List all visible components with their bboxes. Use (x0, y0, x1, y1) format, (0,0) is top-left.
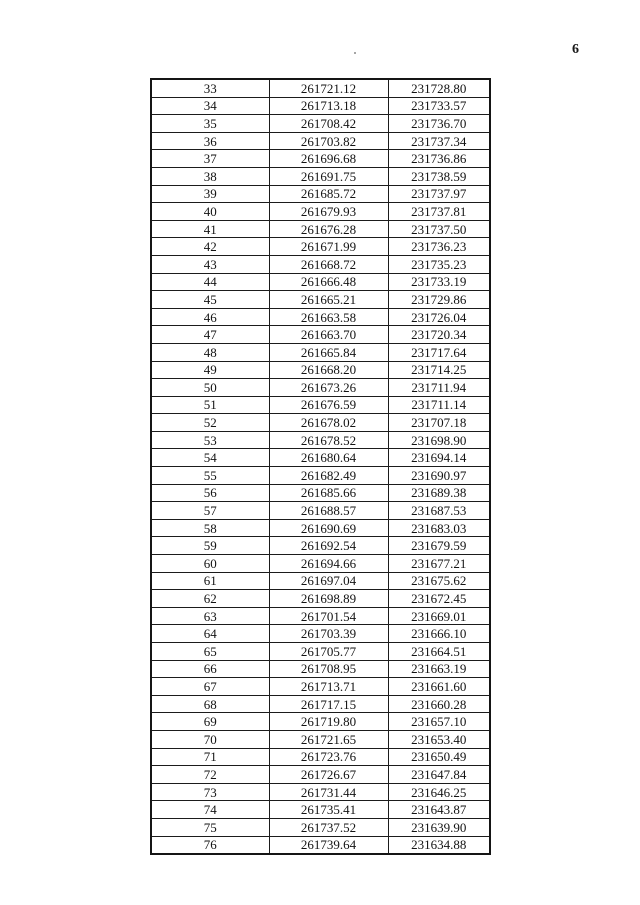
table-cell-v1: 261713.18 (269, 97, 388, 115)
table-cell-v1: 261668.20 (269, 361, 388, 379)
table-cell-v1: 261680.64 (269, 449, 388, 467)
table-cell-v1: 261663.70 (269, 326, 388, 344)
table-cell-v2: 231736.86 (388, 150, 490, 168)
table-cell-no: 66 (151, 660, 269, 678)
table-cell-v1: 261685.72 (269, 185, 388, 203)
table-cell-v1: 261719.80 (269, 713, 388, 731)
table-cell-v2: 231661.60 (388, 678, 490, 696)
table-cell-v1: 261717.15 (269, 695, 388, 713)
table-cell-v1: 261685.66 (269, 484, 388, 502)
table-cell-v2: 231728.80 (388, 79, 490, 97)
table-row (151, 326, 490, 344)
table-cell-v1: 261688.57 (269, 502, 388, 520)
table-cell-no: 45 (151, 291, 269, 309)
table-cell-v2: 231669.01 (388, 607, 490, 625)
table-cell-v2: 231634.88 (388, 836, 490, 854)
table-cell-no: 38 (151, 167, 269, 185)
table-cell-v1: 261697.04 (269, 572, 388, 590)
table-cell-v2: 231714.25 (388, 361, 490, 379)
table-cell-v1: 261678.52 (269, 431, 388, 449)
table-cell-no: 59 (151, 537, 269, 555)
table-cell-v2: 231737.97 (388, 185, 490, 203)
table-row (151, 537, 490, 555)
table-cell-no: 42 (151, 238, 269, 256)
table-cell-v2: 231726.04 (388, 308, 490, 326)
table-cell-v2: 231677.21 (388, 555, 490, 573)
table-cell-no: 57 (151, 502, 269, 520)
table-cell-no: 68 (151, 695, 269, 713)
table-cell-v1: 261679.93 (269, 203, 388, 221)
table-cell-no: 35 (151, 115, 269, 133)
page-number: 6 (572, 42, 579, 57)
table-cell-v1: 261721.12 (269, 79, 388, 97)
table-cell-v2: 231639.90 (388, 818, 490, 836)
table-cell-v2: 231711.14 (388, 396, 490, 414)
table-cell-no: 67 (151, 678, 269, 696)
table-row (151, 220, 490, 238)
table-cell-v2: 231647.84 (388, 766, 490, 784)
table-cell-v1: 261696.68 (269, 150, 388, 168)
table-cell-no: 48 (151, 343, 269, 361)
table-row (151, 238, 490, 256)
table-cell-no: 74 (151, 801, 269, 819)
table-cell-v1: 261723.76 (269, 748, 388, 766)
table-row (151, 115, 490, 133)
table-cell-no: 73 (151, 783, 269, 801)
table-cell-no: 49 (151, 361, 269, 379)
table-cell-no: 62 (151, 590, 269, 608)
table-row (151, 607, 490, 625)
table-cell-v1: 261703.82 (269, 132, 388, 150)
table-cell-no: 53 (151, 431, 269, 449)
table-cell-no: 44 (151, 273, 269, 291)
table-cell-v1: 261676.59 (269, 396, 388, 414)
table-cell-v2: 231663.19 (388, 660, 490, 678)
table-cell-v2: 231735.23 (388, 255, 490, 273)
table-row (151, 484, 490, 502)
table-cell-no: 37 (151, 150, 269, 168)
table-cell-no: 75 (151, 818, 269, 836)
table-row (151, 132, 490, 150)
table-row (151, 678, 490, 696)
table-row (151, 572, 490, 590)
table-cell-v1: 261665.84 (269, 343, 388, 361)
table-cell-v2: 231738.59 (388, 167, 490, 185)
table-row (151, 150, 490, 168)
table-row (151, 273, 490, 291)
table-cell-v2: 231687.53 (388, 502, 490, 520)
table-cell-v2: 231675.62 (388, 572, 490, 590)
table-cell-v1: 261705.77 (269, 643, 388, 661)
table-row (151, 748, 490, 766)
table-row (151, 801, 490, 819)
table-row (151, 431, 490, 449)
table-cell-v2: 231672.45 (388, 590, 490, 608)
table-cell-no: 43 (151, 255, 269, 273)
table-row (151, 79, 490, 97)
table-cell-no: 76 (151, 836, 269, 854)
table-row (151, 308, 490, 326)
table-cell-v2: 231720.34 (388, 326, 490, 344)
table-cell-no: 52 (151, 414, 269, 432)
table-row (151, 414, 490, 432)
table-cell-v1: 261701.54 (269, 607, 388, 625)
table-cell-v1: 261708.95 (269, 660, 388, 678)
table-cell-v1: 261671.99 (269, 238, 388, 256)
table-cell-v1: 261663.58 (269, 308, 388, 326)
table-cell-v2: 231729.86 (388, 291, 490, 309)
table-cell-no: 39 (151, 185, 269, 203)
table-cell-v2: 231650.49 (388, 748, 490, 766)
table-cell-v2: 231679.59 (388, 537, 490, 555)
table-row (151, 766, 490, 784)
table-cell-no: 46 (151, 308, 269, 326)
table-cell-v1: 261682.49 (269, 467, 388, 485)
table-row (151, 97, 490, 115)
table-row (151, 519, 490, 537)
table-cell-no: 69 (151, 713, 269, 731)
table-row (151, 660, 490, 678)
table-cell-v1: 261665.21 (269, 291, 388, 309)
table-row (151, 713, 490, 731)
table-cell-no: 60 (151, 555, 269, 573)
table-row (151, 555, 490, 573)
table-cell-no: 65 (151, 643, 269, 661)
table-body (151, 79, 490, 854)
table-row (151, 695, 490, 713)
table-row (151, 185, 490, 203)
table-row (151, 643, 490, 661)
table-cell-v2: 231666.10 (388, 625, 490, 643)
table-cell-v2: 231733.19 (388, 273, 490, 291)
table-row (151, 449, 490, 467)
table-cell-v1: 261739.64 (269, 836, 388, 854)
table-cell-no: 70 (151, 730, 269, 748)
table-cell-v1: 261713.71 (269, 678, 388, 696)
table-cell-no: 41 (151, 220, 269, 238)
table-cell-v2: 231737.34 (388, 132, 490, 150)
table-cell-v1: 261694.66 (269, 555, 388, 573)
table-cell-no: 55 (151, 467, 269, 485)
table-cell-v2: 231737.81 (388, 203, 490, 221)
table-cell-no: 51 (151, 396, 269, 414)
scan-artifact-dot (354, 52, 356, 54)
table-cell-v1: 261698.89 (269, 590, 388, 608)
table-cell-v1: 261690.69 (269, 519, 388, 537)
table-row (151, 836, 490, 854)
table-cell-v1: 261678.02 (269, 414, 388, 432)
table-cell-v1: 261666.48 (269, 273, 388, 291)
table-cell-no: 64 (151, 625, 269, 643)
table-cell-no: 58 (151, 519, 269, 537)
table-row (151, 818, 490, 836)
table-row (151, 590, 490, 608)
table-cell-v2: 231698.90 (388, 431, 490, 449)
table-cell-no: 54 (151, 449, 269, 467)
table-cell-v1: 261735.41 (269, 801, 388, 819)
table-cell-no: 56 (151, 484, 269, 502)
table-cell-v2: 231664.51 (388, 643, 490, 661)
table-cell-v2: 231653.40 (388, 730, 490, 748)
table-cell-v2: 231689.38 (388, 484, 490, 502)
table-cell-v2: 231643.87 (388, 801, 490, 819)
table-row (151, 203, 490, 221)
table-cell-no: 34 (151, 97, 269, 115)
table-cell-v1: 261721.65 (269, 730, 388, 748)
table-cell-v1: 261737.52 (269, 818, 388, 836)
table-row (151, 396, 490, 414)
table-cell-v2: 231736.70 (388, 115, 490, 133)
table-cell-v1: 261676.28 (269, 220, 388, 238)
table-cell-v1: 261668.72 (269, 255, 388, 273)
table-cell-no: 47 (151, 326, 269, 344)
table-cell-v1: 261673.26 (269, 379, 388, 397)
table-row (151, 467, 490, 485)
table-cell-v1: 261726.67 (269, 766, 388, 784)
table-row (151, 502, 490, 520)
table-cell-no: 50 (151, 379, 269, 397)
table-row (151, 291, 490, 309)
table-cell-v1: 261692.54 (269, 537, 388, 555)
table-row (151, 625, 490, 643)
table-row (151, 730, 490, 748)
table-cell-v2: 231646.25 (388, 783, 490, 801)
table-row (151, 167, 490, 185)
table-cell-v1: 261703.39 (269, 625, 388, 643)
table-cell-v2: 231733.57 (388, 97, 490, 115)
table-cell-v2: 231736.23 (388, 238, 490, 256)
table-row (151, 783, 490, 801)
table-cell-v2: 231737.50 (388, 220, 490, 238)
table-row (151, 361, 490, 379)
table-row (151, 343, 490, 361)
table-cell-no: 72 (151, 766, 269, 784)
table-cell-v2: 231711.94 (388, 379, 490, 397)
table-cell-v2: 231657.10 (388, 713, 490, 731)
coordinate-table (150, 78, 491, 855)
table-cell-no: 40 (151, 203, 269, 221)
table-cell-no: 71 (151, 748, 269, 766)
table-cell-no: 33 (151, 79, 269, 97)
table-cell-v2: 231660.28 (388, 695, 490, 713)
table-row (151, 379, 490, 397)
table-cell-v2: 231717.64 (388, 343, 490, 361)
table-cell-v2: 231694.14 (388, 449, 490, 467)
table-cell-v1: 261708.42 (269, 115, 388, 133)
table-row (151, 255, 490, 273)
table-cell-v1: 261691.75 (269, 167, 388, 185)
table-cell-v2: 231707.18 (388, 414, 490, 432)
table-cell-no: 36 (151, 132, 269, 150)
table-cell-v2: 231690.97 (388, 467, 490, 485)
table-cell-v1: 261731.44 (269, 783, 388, 801)
table-cell-no: 61 (151, 572, 269, 590)
table-cell-v2: 231683.03 (388, 519, 490, 537)
table-cell-no: 63 (151, 607, 269, 625)
